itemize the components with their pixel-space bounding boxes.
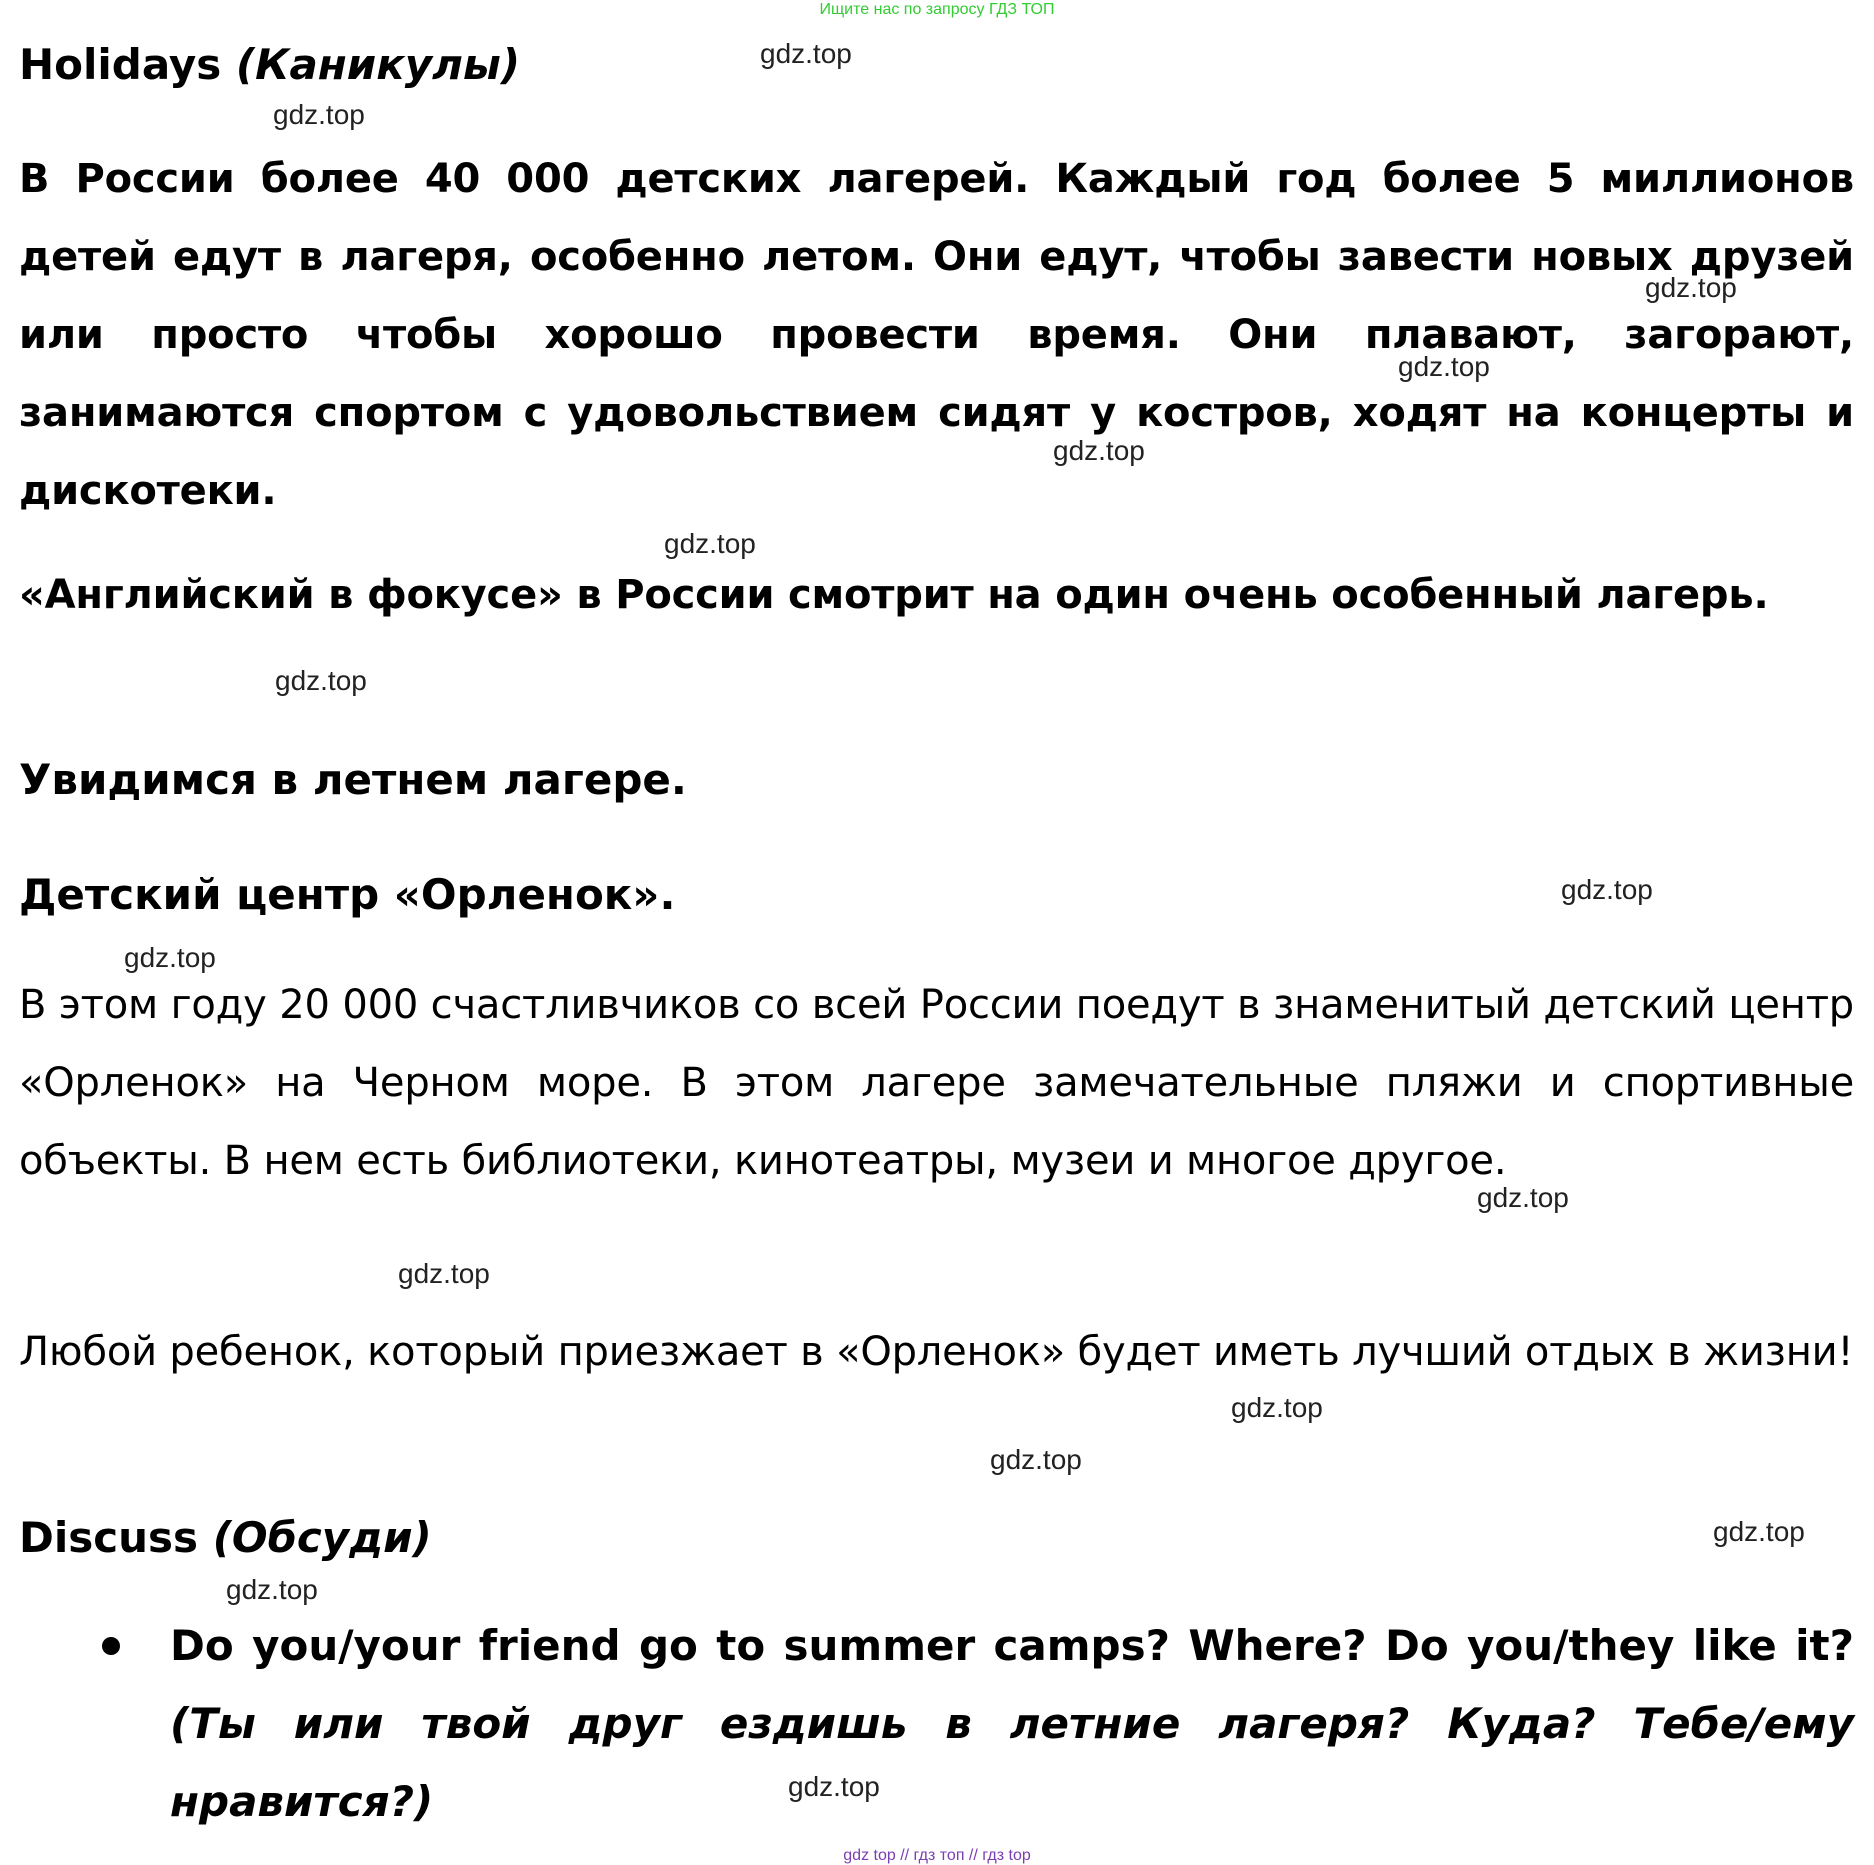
heading-holidays-en: Holidays [19, 40, 222, 89]
heading-discuss-ru: (Обсуди) [212, 1513, 432, 1562]
watermark: gdz.top [398, 1258, 490, 1289]
bottom-banner: gdz top // гдз топ // гдз top [843, 1847, 1031, 1864]
heading-see-you: Увидимся в летнем лагере. [19, 755, 687, 804]
watermark: gdz.top [273, 99, 365, 130]
watermark: gdz.top [788, 1771, 880, 1802]
paragraph-orlenok: В этом году 20 000 счастливчиков со всей России поедут в знаменитый детский центр «Орленок» на Черном море. В этом лагере замечательные пляжи и спортивные объекты. В нем есть библиотеки, кинотеатры, музеи и многое другое. [19, 982, 1854, 1184]
watermark: gdz.top [1053, 435, 1145, 466]
heading-holidays-ru: (Каникулы) [235, 40, 521, 89]
paragraph-spotlight: «Английский в фокусе» в России смотрит на один очень особенный лагерь. [19, 572, 1769, 618]
discussion-question-en: Do you/your friend go to summer camps? Where? Do you/they like it? [170, 1621, 1854, 1670]
watermark: gdz.top [275, 665, 367, 696]
watermark: gdz.top [1398, 351, 1490, 382]
watermark: gdz.top [1477, 1182, 1569, 1213]
paragraph-camps-intro: В России более 40 000 детских лагерей. Каждый год более 5 миллионов детей едут в лагеря, особенно летом. Они едут, чтобы завести новых друзей или просто чтобы хорошо провести время. Они плавают, загорают, занимаются спортом с удовольствием сидят у костров, ходят на концерты и дискотеки. [19, 156, 1854, 514]
heading-discuss-en: Discuss [19, 1513, 199, 1562]
discussion-question-ru: (Ты или твой друг ездишь в летние лагеря? Куда? Тебе/ему нравится?) [170, 1699, 1854, 1826]
heading-orlenok: Детский центр «Орленок». [19, 870, 676, 919]
discussion-question [170, 1607, 1854, 1841]
paragraph-best-holiday: Любой ребенок, который приезжает в «Орленок» будет иметь лучший отдых в жизни! [19, 1329, 1854, 1375]
watermark: gdz.top [124, 942, 216, 973]
heading-discuss [19, 1508, 1854, 1568]
watermark: gdz.top [1561, 874, 1653, 905]
watermark: gdz.top [1713, 1516, 1805, 1547]
watermark: gdz.top [1231, 1392, 1323, 1423]
top-banner: Ищите нас по запросу ГДЗ ТОП [819, 1, 1055, 18]
watermark: gdz.top [990, 1444, 1082, 1475]
watermark: gdz.top [1645, 272, 1737, 303]
bullet-dot-icon [102, 1637, 120, 1655]
watermark: gdz.top [760, 38, 852, 69]
watermark: gdz.top [664, 528, 756, 559]
heading-holidays [19, 35, 1854, 95]
watermark: gdz.top [226, 1574, 318, 1605]
